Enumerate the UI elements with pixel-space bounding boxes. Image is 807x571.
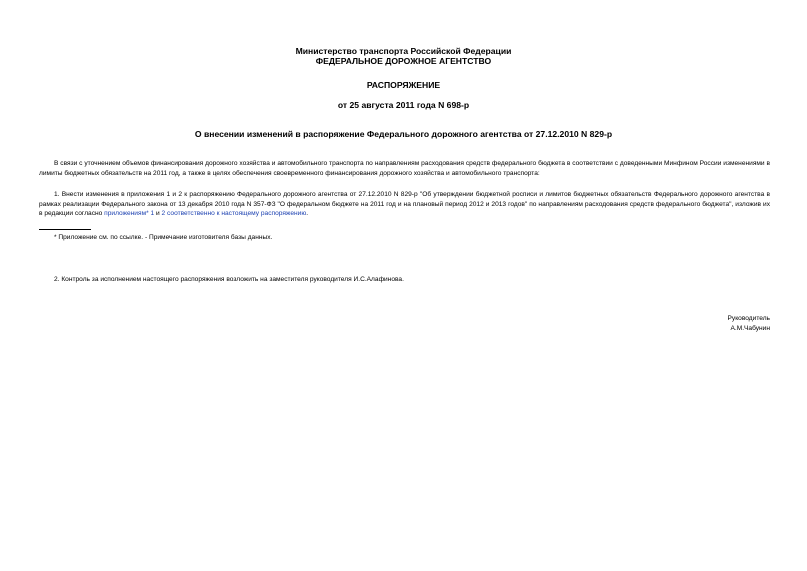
ministry-name: Министерство транспорта Российской Федерации [295,46,512,56]
document-title: О внесении изменений в распоряжение Федерального дорожного агентства от 27.12.2010 N 829-р [194,129,613,139]
item-1-end: . [306,210,309,218]
signature-name: А.М.Чабунин [730,325,770,332]
appendix-2-link[interactable]: 2 соответственно к настоящему распоряжению [161,210,307,218]
document-date-number: от 25 августа 2011 года N 698-р [337,100,470,110]
footnote-divider [39,229,91,230]
footnote-text: * Приложение см. по ссылке. - Примечание изготовителя базы данных. [54,234,273,241]
signature-position: Руководитель [727,315,770,322]
item-2-paragraph: 2. Контроль за исполнением настоящего распоряжения возложить на заместителя руководителя И.С.Алафинова. [54,276,404,283]
intro-paragraph: В связи с уточнением объемов финансирования дорожного хозяйства и автомобильного транспорта по направлениям расходования средств федерального бюджета в соответствии с доведенными Минфином России изменениями в лимиты бюджетных обязательств на 2011 год, а также в целях обеспечения своевременного финансирования дорожного хозяйства и автомобильного транспорта: [39,160,770,177]
item-1-paragraph [39,190,770,219]
agency-name: ФЕДЕРАЛЬНОЕ ДОРОЖНОЕ АГЕНТСТВО [315,56,492,66]
appendix-1-link[interactable]: приложениям* 1 [104,210,155,218]
document-type: РАСПОРЯЖЕНИЕ [366,80,441,90]
item-1-text: 1. Внести изменения в приложения 1 и 2 к распоряжению Федерального дорожного агентства от 27.12.2010 N 829-р "Об утверждении бюджетной росписи и лимитов бюджетных обязательств Федерального дорожного агентства в рамках реализации Федерального закона от 13 декабря 2010 года N 357-ФЗ "О федеральном бюджете на 2011 год и на плановый период 2012 и 2013 годов" по направлениям расходования средств федерального бюджета", изложив их в редакции согласно [39,191,770,218]
item-1-and: и [154,210,162,218]
